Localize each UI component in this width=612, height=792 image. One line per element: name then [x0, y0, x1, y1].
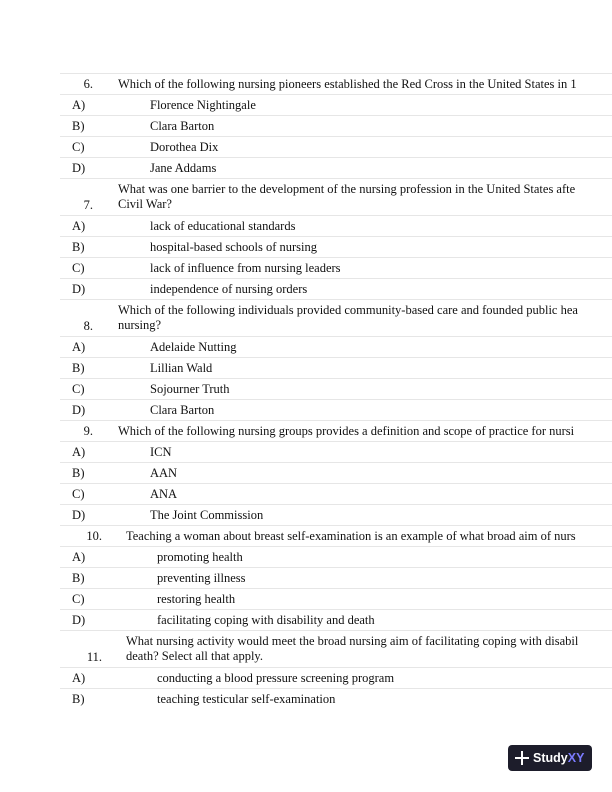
option-row	[60, 257, 612, 279]
question-row	[60, 420, 612, 442]
option-text: teaching testicular self-examination	[157, 692, 336, 706]
question-row	[60, 525, 612, 547]
option-letter: A)	[72, 445, 86, 459]
option-letter: C)	[72, 140, 85, 154]
question-number: 7.	[83, 198, 93, 212]
option-row	[60, 546, 612, 568]
option-text: lack of educational standards	[150, 219, 296, 233]
option-text: Clara Barton	[150, 119, 215, 133]
question-row	[60, 178, 612, 216]
option-row	[60, 157, 612, 179]
option-letter: A)	[72, 219, 86, 233]
question-text: Which of the following nursing groups provides a definition and scope of practice for nursi	[118, 424, 575, 438]
option-text: restoring health	[157, 592, 236, 606]
question-text: What was one barrier to the development of the nursing profession in the United States afte	[118, 182, 576, 196]
option-row	[60, 336, 612, 358]
option-text: Sojourner Truth	[150, 382, 230, 396]
option-text: Clara Barton	[150, 403, 215, 417]
option-text: hospital-based schools of nursing	[150, 240, 317, 254]
option-row	[60, 567, 612, 589]
option-letter: A)	[72, 340, 86, 354]
option-letter: D)	[72, 508, 86, 522]
option-text: ANA	[150, 487, 178, 501]
option-row	[60, 136, 612, 158]
option-letter: A)	[72, 671, 86, 685]
question-number: 6.	[83, 77, 93, 91]
option-text: Lillian Wald	[150, 361, 213, 375]
question-row	[60, 73, 612, 95]
question-text: death? Select all that apply.	[126, 649, 263, 663]
option-letter: C)	[72, 592, 85, 606]
question-text: What nursing activity would meet the broad nursing aim of facilitating coping with disabil	[126, 634, 579, 648]
option-text: Jane Addams	[150, 161, 217, 175]
question-number: 10.	[86, 529, 102, 543]
option-text: The Joint Commission	[150, 508, 264, 522]
option-letter: B)	[72, 692, 85, 706]
option-row	[60, 609, 612, 631]
option-row	[60, 115, 612, 137]
option-text: conducting a blood pressure screening program	[157, 671, 395, 685]
question-row	[60, 630, 612, 668]
question-text: Which of the following individuals provided community-based care and founded public hea	[118, 303, 578, 317]
option-letter: B)	[72, 119, 85, 133]
option-letter: B)	[72, 361, 85, 375]
option-row	[60, 441, 612, 463]
option-text: Florence Nightingale	[150, 98, 256, 112]
question-number: 9.	[83, 424, 93, 438]
option-text: facilitating coping with disability and death	[157, 613, 375, 627]
question-row	[60, 299, 612, 337]
option-letter: B)	[72, 240, 85, 254]
option-row	[60, 278, 612, 300]
option-row	[60, 588, 612, 610]
studyxy-badge[interactable]	[508, 745, 592, 771]
question-text: Teaching a woman about breast self-examination is an example of what broad aim of nurs	[126, 529, 576, 543]
option-letter: B)	[72, 571, 85, 585]
option-letter: D)	[72, 403, 86, 417]
option-row	[60, 94, 612, 116]
option-letter: B)	[72, 466, 85, 480]
brand-accent: XY	[567, 751, 585, 765]
option-text: lack of influence from nursing leaders	[150, 261, 341, 275]
question-text: nursing?	[118, 318, 162, 332]
question-number: 8.	[83, 319, 93, 333]
option-row	[60, 688, 612, 710]
option-text: ICN	[150, 445, 172, 459]
option-letter: D)	[72, 161, 86, 175]
option-letter: C)	[72, 382, 85, 396]
option-row	[60, 483, 612, 505]
question-text: Which of the following nursing pioneers established the Red Cross in the United States in 1	[118, 77, 577, 91]
option-text: Dorothea Dix	[150, 140, 219, 154]
question-text: Civil War?	[118, 197, 172, 211]
option-letter: D)	[72, 613, 86, 627]
brand-main: Study	[533, 751, 568, 765]
badge-label	[533, 750, 584, 766]
option-text: Adelaide Nutting	[150, 340, 237, 354]
option-row	[60, 667, 612, 689]
option-letter: C)	[72, 261, 85, 275]
option-row	[60, 357, 612, 379]
option-text: preventing illness	[157, 571, 246, 585]
option-text: AAN	[150, 466, 178, 480]
option-text: independence of nursing orders	[150, 282, 308, 296]
question-number: 11.	[86, 650, 102, 664]
option-letter: D)	[72, 282, 86, 296]
option-row	[60, 462, 612, 484]
option-row	[60, 378, 612, 400]
option-letter: A)	[72, 550, 86, 564]
option-row	[60, 399, 612, 421]
option-letter: A)	[72, 98, 86, 112]
option-row	[60, 215, 612, 237]
option-text: promoting health	[157, 550, 243, 564]
plus-icon	[513, 748, 531, 768]
option-row	[60, 236, 612, 258]
option-row	[60, 504, 612, 526]
option-letter: C)	[72, 487, 85, 501]
